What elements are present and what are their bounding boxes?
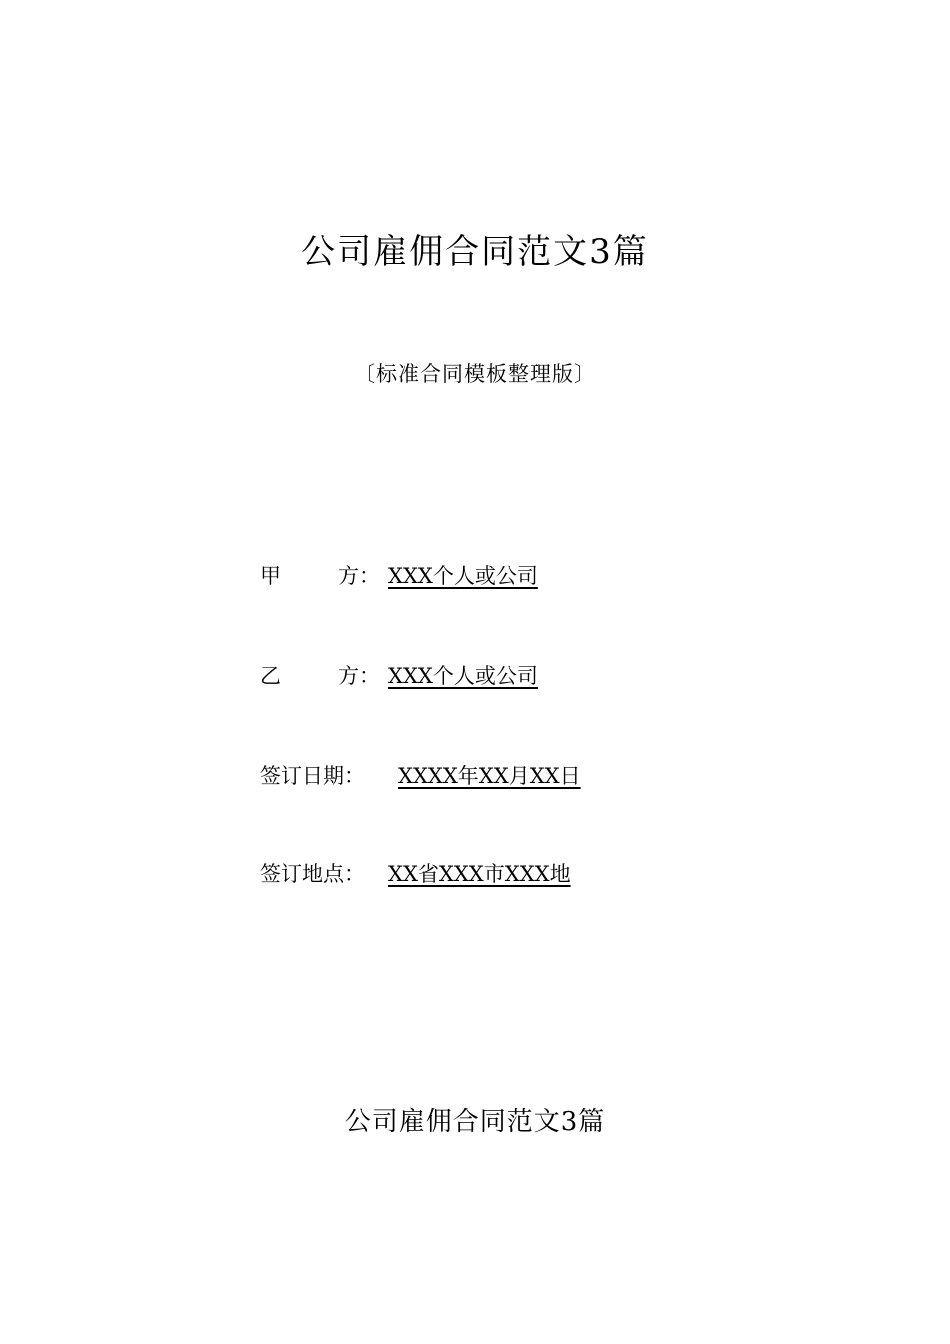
party-b-label: 乙 方： [260, 664, 380, 688]
party-a-value: XXX个人或公司 [388, 564, 538, 588]
signing-place-field [260, 858, 583, 890]
party-a-field [260, 560, 592, 592]
party-b-field [260, 660, 592, 692]
signing-date-label: 签订日期： [260, 764, 365, 788]
signing-date-value: XXXX年XX月XX日 [398, 764, 581, 788]
party-b-value: XXX个人或公司 [388, 664, 538, 688]
signing-date-field [260, 760, 607, 792]
signing-place-value: XX省XXX市XXX地 [388, 862, 571, 886]
document-subtitle: 〔标准合同模板整理版〕 [354, 362, 596, 386]
body-heading: 公司雇佣合同范文3篇 [344, 1107, 606, 1137]
party-a-label: 甲 方： [260, 564, 380, 588]
signing-place-label: 签订地点： [260, 862, 365, 886]
document-title: 公司雇佣合同范文3篇 [301, 232, 649, 272]
